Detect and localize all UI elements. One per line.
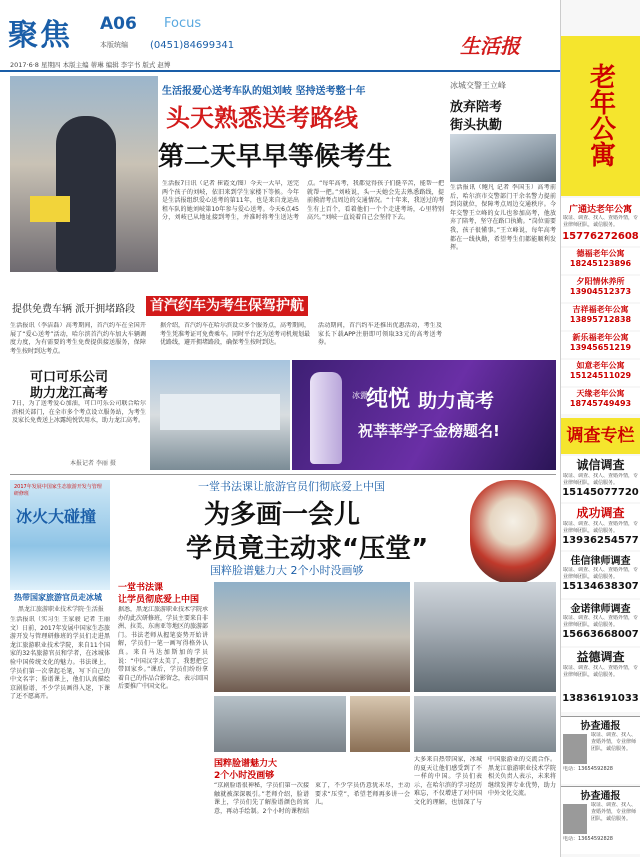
story4-subhead: 国粹脸谱魅力大 2个小时没画够 (210, 564, 364, 577)
ad11-name: 佳信律师调查 (570, 556, 631, 567)
ad7-box (561, 388, 640, 414)
story1-kicker: 生活报爱心送考车队的姐刘岐 坚持送考整十年 (162, 86, 366, 97)
ad3-name: 夕阳情休养所 (576, 277, 625, 286)
ad11-box (561, 552, 640, 598)
ad4-box (561, 304, 640, 330)
story2-body3: 活动期间，首汽约车还推出优惠活动，考生及家长下载APP注册即可领取33元的高考送考券。 (318, 322, 442, 347)
story2-body1: 生活报讯（李洁磊）高考期间，首汽约车在全国开展了“爱心送考”活动，哈尔滨首汽约车加大车辆调度力度，为有需要的考生免费提供接送服务，保障考生按时到达考点。 (10, 322, 146, 355)
ad6-phone: 15124511029 (569, 371, 632, 380)
ad10-phone: 13936254577 (562, 535, 639, 546)
section-title: 聚焦 (8, 18, 72, 53)
ad3-box (561, 276, 640, 302)
ad10-name: 成功调查 (576, 506, 625, 520)
water-ad (292, 360, 556, 470)
ad9-box (561, 456, 640, 502)
story4-headline2: 学员竟主动求“压堂” (186, 534, 429, 564)
ad-small-brand: 冰露 (352, 391, 368, 400)
brand-logo: 生活报 (460, 34, 520, 58)
notice1-title: 协查通报 (580, 721, 621, 732)
ad5-name: 新乐福老年公寓 (572, 333, 629, 342)
side-body: 生活报讯（鲍凡 记者 李国玉）高考前后，哈尔滨市交警部门干余名警力提前到岗就位，保障考点周边交通秩序。今年交警王立峰的女儿也参加高考，他放弃了陪考，坚守在路口执勤。“岗位需要我，孩子很懂事。”王立峰说，每年高考都在一线执勤，希望考生们都能顺利发挥。 (450, 184, 556, 252)
story2-headline: 首汽约车为考生保驾护航 (146, 296, 308, 316)
sub1-body: 据悉，黑龙江旅游职业技术学院承办的此次研修班，学员主要来自非洲、拉美、东南亚等地区的旅游部门。书法老师从握笔姿势开始讲解，学员们一笔一画写得格外认真。来自马达加斯加的学员说：“中国汉字太美了，我想把它带回家乡。”课后，学员们纷纷拿着自己的作品合影留念，表示回国后要推广中国文化。 (118, 606, 208, 691)
tail-body: 大多来自热带国家，冰城的夏天让他们感受到了不一样的中国。学员们表示，在哈尔滨的学习经历难忘，不仅增进了对中国文化的理解，也加深了与中国旅游业的交流合作。黑龙江旅游职业技术学院相关负责人表示，未来将继续发挥专业优势，助力中外文化交流。 (414, 756, 556, 806)
notice1-text: 取证、调查、找人、查婚外情，专业律师团队，诚信服务。 (591, 732, 637, 752)
side-headline1: 放弃陪考 (450, 100, 503, 115)
bottle-shape (310, 372, 342, 464)
ad2-phone: 18245123896 (569, 259, 632, 268)
story4-kicker: 一堂书法课让旅游官员们彻底爱上中国 (198, 480, 385, 493)
ad-elder-home-title (561, 36, 640, 196)
sub1-title: 一堂书法课 (118, 583, 164, 593)
group-photo (414, 582, 556, 692)
ad-slogan1: 助力高考 (418, 390, 495, 412)
section-divider (10, 474, 556, 475)
banner-org: 黑龙江旅游职业技术学院·生活报 (18, 606, 104, 613)
ad4-name: 吉祥福老年公寓 (572, 305, 629, 314)
notice2-text: 取证、调查、找人、查婚外情，专业律师团队，诚信服务。 (591, 802, 637, 822)
ad13-name: 益德调查 (576, 650, 625, 664)
sub2-title: 国粹脸谱魅力大 (214, 759, 278, 769)
ad11-text: 取证、调查、找人、查婚外情，专业律师团队，诚信服务。 (563, 567, 639, 580)
banner-big: 冰火大碰撞 (16, 507, 97, 526)
notice2-phone: 电话：13654592828 (563, 836, 613, 842)
ad-brand: 纯悦 (366, 387, 411, 412)
person-figure (56, 116, 116, 272)
ad9-phone: 15145077720 (562, 487, 639, 498)
story2-body2: 据介绍，首汽约车在哈尔滨设立多个服务点，高考期间，考生凭准考证可免费乘车。同时平台还为送考司机规划最优路线，避开拥堵路段，确保考生按时到达。 (160, 322, 310, 347)
notice2-portrait (563, 804, 587, 834)
masthead (0, 0, 560, 72)
ad1-text: 取证、调查、找人、查婚外情，专业律师团队，诚信服务。 (563, 215, 639, 228)
yellow-sign (30, 196, 70, 222)
date-line: 2017·6·8 星期四 本版主编 蒂琳 编辑 李宇书 版式 赵博 (10, 61, 171, 69)
ad2-name: 德福老年公寓 (576, 249, 625, 258)
students-photo (414, 696, 556, 752)
story1-headline2: 第二天早早等候考生 (158, 142, 393, 172)
ad11-phone: 15134638307 (562, 581, 639, 592)
notice1-box (561, 716, 640, 784)
ad4-phone: 13895712838 (569, 315, 632, 324)
ad5-box (561, 332, 640, 358)
opera-mask (470, 480, 556, 584)
notice2-title: 协查通报 (580, 791, 621, 802)
ad5-phone: 13945651219 (569, 343, 632, 352)
ad13-box (561, 648, 640, 712)
survey-column-banner (561, 418, 640, 454)
side-photo-caption: 冰城交警王立峰 (450, 81, 506, 90)
story3-credit: 本报记者 李丽 摄 (70, 460, 116, 467)
ad12-phone: 15663668007 (562, 629, 639, 640)
water-station-photo (150, 360, 290, 470)
classroom-photo (214, 696, 346, 752)
story2-kicker: 提供免费车辆 派开拥堵路段 (12, 304, 136, 315)
sub2-title2: 2个小时没画够 (214, 771, 275, 781)
story3-body: 7日，为了送考爱心加油，可口可乐公司联合哈尔滨相关部门，在全市多个考点设立服务站，为考生及家长免费送上冰露纯悦饮用水，助力龙江高考。 (12, 400, 146, 425)
sub2-body: “京剧脸谱很神秘，学员们第一次接触就被深深吸引。”老师介绍，脸谱课上，学员们先了解脸谱颜色的寓意，再动手绘制。2个小时的课程结束了，不少学员仍意犹未尽，主动要求“压堂”，希望老师再多讲一会儿。 (214, 782, 410, 815)
traffic-police-photo (450, 134, 556, 182)
ad8-title: 调查专栏 (566, 426, 635, 446)
banner-caption: 热带国家旅游官员走冰城 (14, 593, 102, 602)
mask-painting-photo (350, 696, 410, 752)
ad1-title: 老年公寓 (585, 63, 616, 167)
ad12-box (561, 600, 640, 646)
tent-shape (160, 394, 280, 430)
ad12-name: 金诺律师调查 (570, 604, 631, 615)
story3-headline1: 可口可乐公司 (30, 370, 109, 385)
ad3-phone: 13904512373 (569, 287, 632, 296)
story4-headline1: 为多画一会儿 (204, 500, 361, 530)
ad12-text: 取证、调查、找人、查婚外情，专业律师团队，诚信服务。 (563, 615, 639, 628)
page-number: A06 (100, 14, 137, 34)
ad13-text: 取证、调查、找人、查婚外情，专业律师团队，诚信服务。 (563, 665, 639, 678)
notice2-box (561, 786, 640, 854)
event-banner (10, 480, 110, 590)
ad1-name: 广通达老年公寓 (568, 205, 632, 215)
banner-small: 2017年发展中国家生态旅游开发与管理研修班 (14, 484, 102, 497)
ad1-box (561, 198, 640, 246)
notice1-phone: 电话：13654592828 (563, 766, 613, 772)
story1-headline1: 头天熟悉送考路线 (166, 104, 358, 132)
phone-number: (0451)84699341 (150, 40, 235, 51)
ad1-phone: 15776272608 (562, 231, 639, 242)
story4-intro: 生活报讯（实习生 王家骏 记者 王丽文）日前，2017年发展中国家生态旅游开发与管理研修班的学员们走进黑龙江旅游职业技术学院，来自11个国家的32名旅游官员和学者，在冰城体验中国传统文化的魅力。书法课上，学员们第一次拿起毛笔，写下自己的中文名字；脸谱课上，他们认真描绘京剧脸谱，不少学员画得入迷，下课了还不愿离开。 (10, 616, 110, 701)
ad6-box (561, 360, 640, 386)
calligraphy-photo (214, 582, 410, 692)
story1-body: 生活报7日讯（记者 崔霞文/图）今天一大早，送完两个孩子的刘岐，依旧来到学生家楼下等候。今年是生活报组织爱心送考的第11年，也是来自龙运出租车队的她刘岐第10年参与爱心送考。今天6点45分，刘岐已从地址接到考生，并准时将考生送达考点。“每年高考，我都觉得孩子们挺辛苦，能帮一把就帮一把。”刘岐说，头一天她会先去熟悉路线，提前摸清考点周边的交通情况。“十年来，我送过的考生有上百个，看着他们一个个走进考场，心里特别高兴。”刘岐一直说着自己会坚持下去。 (162, 180, 444, 222)
ad2-box (561, 248, 640, 274)
ad10-box (561, 504, 640, 550)
sub1-title2: 让学员彻底爱上中国 (118, 595, 200, 605)
side-headline2: 街头执勤 (450, 118, 503, 133)
header-rule (0, 70, 560, 72)
taxi-driver-photo (10, 76, 158, 272)
notice1-portrait (563, 734, 587, 764)
ad-slogan2: 祝莘莘学子金榜题名! (358, 422, 500, 440)
ad9-text: 取证、调查、找人、查婚外情，专业律师团队，诚信服务。 (563, 473, 639, 486)
ad7-phone: 18745749493 (569, 399, 632, 408)
ad10-text: 取证、调查、找人、查婚外情，专业律师团队，诚信服务。 (563, 521, 639, 534)
editor-label: 本版统编 (100, 41, 128, 49)
ad9-name: 诚信调查 (576, 458, 625, 472)
ad7-name: 天缘老年公寓 (576, 389, 625, 398)
story3-headline2: 助力龙江高考 (30, 386, 109, 401)
ad6-name: 如意老年公寓 (576, 361, 625, 370)
ad13-phone: 13836191033 (562, 693, 639, 704)
section-english: Focus (164, 16, 202, 31)
